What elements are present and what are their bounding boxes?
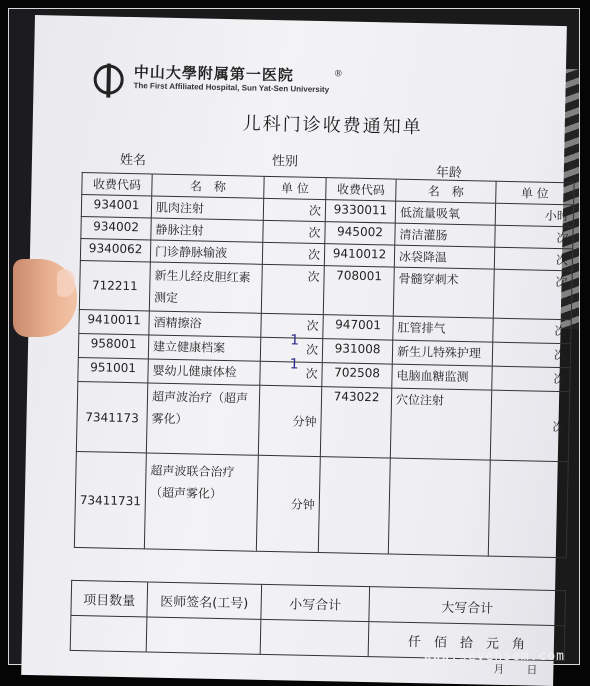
item-unit: 次 bbox=[495, 225, 573, 249]
summary-header: 项目数量 bbox=[71, 580, 148, 617]
column-header: 名 称 bbox=[152, 174, 264, 198]
fee-code: 9410011 bbox=[79, 309, 149, 334]
item-name: 酒精擦浴 bbox=[149, 311, 261, 337]
fee-code: 708001 bbox=[323, 266, 394, 316]
item-name: 电脑血糖监测 bbox=[392, 364, 492, 390]
fee-code: 947001 bbox=[323, 315, 393, 340]
item-unit: 分钟 bbox=[256, 455, 320, 552]
fee-code: 73411731 bbox=[74, 451, 146, 548]
item-unit: 次 bbox=[493, 318, 571, 344]
photo-frame bbox=[8, 8, 580, 677]
item-unit: 次 bbox=[494, 247, 572, 271]
column-header: 收费代码 bbox=[82, 173, 152, 196]
document-title: 儿科门诊收费通知单 bbox=[242, 113, 423, 139]
amount-units: 仟 佰 拾 元 角 bbox=[368, 622, 565, 661]
item-name: 婴幼儿健康体检 bbox=[148, 359, 260, 385]
item-unit: 次 bbox=[260, 361, 322, 386]
registered-mark: ® bbox=[333, 69, 343, 80]
item-unit: 次 bbox=[492, 366, 570, 392]
watermark: www.sevensem.com bbox=[423, 649, 565, 664]
hospital-name-cn: 中山大學附属第一医院 bbox=[133, 63, 294, 85]
table-row bbox=[76, 381, 569, 461]
hospital-logo-icon bbox=[93, 64, 124, 95]
item-unit: 次 bbox=[263, 220, 325, 243]
summary-cell bbox=[260, 619, 369, 656]
age-label: 年龄 bbox=[435, 165, 462, 181]
item-unit: 次 bbox=[261, 264, 324, 314]
item-unit: 次 bbox=[260, 337, 322, 362]
fee-code bbox=[318, 457, 390, 554]
summary-header: 小写合计 bbox=[261, 584, 370, 621]
item-unit bbox=[488, 460, 568, 558]
summary-cell bbox=[146, 617, 261, 654]
item-name: 新生儿特殊护理 bbox=[392, 340, 492, 366]
fee-code: 743022 bbox=[320, 387, 391, 458]
item-unit: 次 bbox=[492, 342, 570, 368]
fee-code: 9410012 bbox=[324, 244, 394, 267]
fee-code: 9330011 bbox=[325, 200, 395, 223]
item-name bbox=[388, 458, 490, 556]
item-name: 清洁灌肠 bbox=[395, 223, 495, 247]
item-name: 肌肉注射 bbox=[151, 196, 263, 220]
item-name: 建立健康档案 bbox=[148, 335, 260, 361]
summary-cell bbox=[70, 615, 147, 652]
fee-table bbox=[74, 172, 575, 558]
summary-header: 大写合计 bbox=[369, 587, 566, 626]
name-label: 姓名 bbox=[119, 152, 147, 169]
item-name: 超声波联合治疗（超声雾化） bbox=[144, 453, 258, 551]
month-day-label: 月 日 bbox=[493, 662, 538, 677]
item-unit: 次 bbox=[493, 269, 572, 320]
fee-code: 712211 bbox=[79, 261, 150, 311]
fingernail bbox=[57, 269, 75, 297]
handwritten-tick: 1 bbox=[290, 332, 300, 349]
summary-header: 医师签名(工号) bbox=[147, 582, 262, 619]
sex-label: 性别 bbox=[271, 153, 299, 170]
item-name: 肛管排气 bbox=[393, 316, 493, 342]
item-name: 低流量吸氧 bbox=[395, 201, 495, 225]
fee-code: 945002 bbox=[325, 222, 395, 245]
column-header: 单 位 bbox=[264, 176, 326, 199]
fee-code: 951001 bbox=[78, 357, 148, 382]
item-unit: 次 bbox=[263, 198, 325, 221]
item-unit: 分钟 bbox=[258, 385, 321, 456]
item-unit: 次 bbox=[490, 390, 569, 462]
item-unit: 次 bbox=[261, 313, 323, 338]
fee-notice-paper bbox=[21, 15, 570, 686]
table-row bbox=[74, 451, 568, 557]
fee-code: 934001 bbox=[81, 195, 151, 218]
fee-code: 7341173 bbox=[76, 381, 147, 452]
item-name: 静脉注射 bbox=[151, 218, 263, 242]
item-name: 门诊静脉输液 bbox=[150, 240, 262, 264]
item-name: 穴位注射 bbox=[390, 388, 491, 460]
item-unit: 小时 bbox=[495, 203, 573, 227]
item-name: 超声波治疗（超声雾化） bbox=[146, 383, 259, 455]
item-name: 骨髓穿刺术 bbox=[393, 267, 494, 318]
fee-code: 958001 bbox=[78, 333, 148, 358]
handwritten-tick: 1 bbox=[289, 356, 299, 373]
item-name: 冰袋降温 bbox=[394, 245, 494, 269]
item-unit: 次 bbox=[262, 242, 324, 265]
hospital-name-en: The First Affiliated Hospital, Sun Yat-Sen University bbox=[133, 81, 330, 95]
column-header: 单 位 bbox=[496, 181, 574, 205]
fee-code: 702508 bbox=[322, 363, 392, 388]
column-header: 名 称 bbox=[396, 179, 496, 203]
fee-code: 934002 bbox=[81, 217, 151, 240]
item-name: 新生儿经皮胆红素测定 bbox=[149, 262, 262, 313]
column-header: 收费代码 bbox=[326, 178, 396, 201]
fee-code: 9340062 bbox=[80, 239, 150, 262]
fee-code: 931008 bbox=[322, 339, 392, 364]
